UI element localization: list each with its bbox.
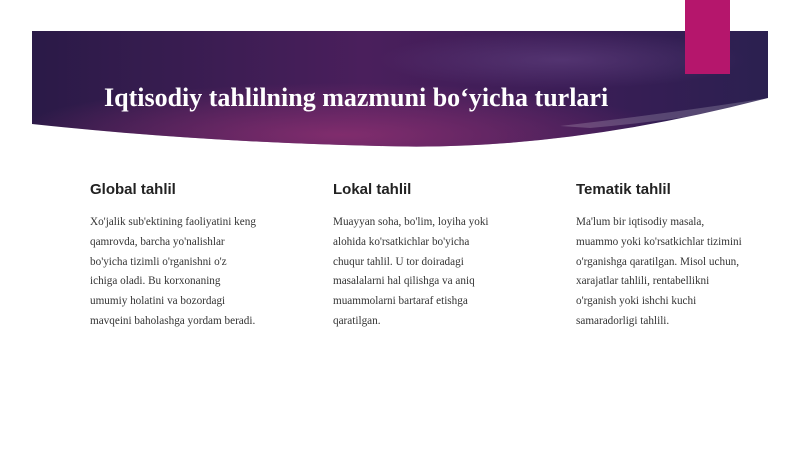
- body-line: alohida ko'rsatkichlar bo'yicha: [333, 235, 470, 248]
- column-body: [333, 213, 528, 332]
- body-line: Ma'lum bir iqtisodiy masala,: [576, 216, 705, 228]
- title-banner: [0, 0, 800, 160]
- column-body: [576, 213, 771, 332]
- body-line: ichiga oladi. Bu korxonaning: [90, 275, 221, 288]
- column-body: [90, 213, 285, 332]
- column-global: [90, 180, 285, 332]
- column-heading: Global tahlil: [90, 181, 176, 198]
- body-line: qamrovda, barcha yo'nalishlar: [90, 235, 225, 248]
- body-line: mavqeini baholashga yordam beradi.: [90, 314, 256, 327]
- body-line: masalalarni hal qilishga va aniq: [333, 275, 475, 288]
- slide-title: Iqtisodiy tahlilning mazmuni bo‘yicha turlari: [104, 83, 609, 112]
- body-line: o'rganish yoki ishchi kuchi: [576, 295, 697, 308]
- body-line: qaratilgan.: [333, 314, 381, 327]
- body-line: umumiy holatini va bozordagi: [90, 295, 226, 308]
- body-line: muammo yoki ko'rsatkichlar tizimini: [576, 235, 742, 248]
- body-line: xarajatlar tahlili, rentabellikni: [576, 275, 710, 288]
- column-heading: Tematik tahlil: [576, 181, 671, 198]
- body-line: samaradorligi tahlili.: [576, 314, 670, 327]
- banner-shape: [0, 0, 800, 160]
- column-heading: Lokal tahlil: [333, 181, 412, 198]
- body-line: o'rganishga qaratilgan. Misol uchun,: [576, 255, 740, 268]
- body-line: muammolarni bartaraf etishga: [333, 295, 468, 308]
- body-line: Muayyan soha, bo'lim, loyiha yoki: [333, 216, 489, 228]
- body-line: Xo'jalik sub'ektining faoliyatini keng: [90, 216, 256, 228]
- body-line: bo'yicha tizimli o'rganishni o'z: [90, 255, 227, 268]
- column-lokal: [333, 180, 528, 332]
- column-tematik: [576, 180, 771, 332]
- body-line: chuqur tahlil. U tor doiradagi: [333, 255, 464, 268]
- accent-bar: [685, 0, 730, 74]
